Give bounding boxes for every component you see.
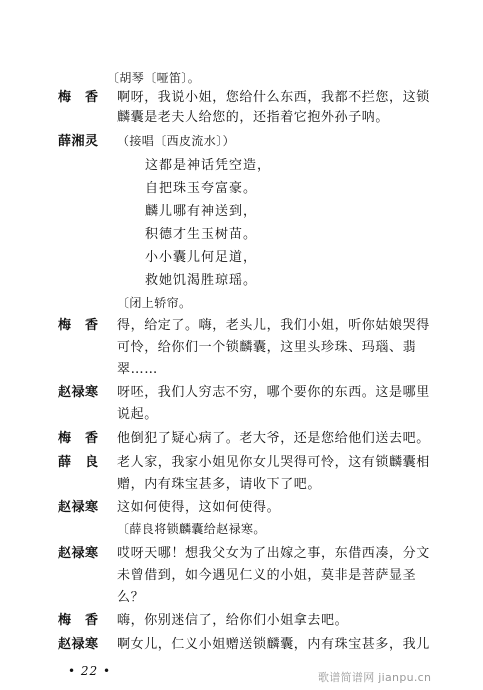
stage-direction: 〔薛良将锁麟囊给赵禄寒。 [117, 522, 266, 536]
speaker-name: 赵禄寒 [58, 385, 99, 400]
dialogue-line: 哎呀天哪！想我父女为了出嫁之事，东借西凑，分文 [117, 546, 430, 561]
page-number: • 22 • [68, 664, 112, 678]
watermark: 歌谱简谱网 jianpu.cn [318, 671, 432, 684]
speaker-name: 薛湘灵 [58, 134, 99, 149]
dialogue-line: 可怜，给你们一个锁麟囊，这里头珍珠、玛瑙、翡 [117, 340, 417, 355]
dialogue-line: 老人家，我家小姐见你女儿哭得可怜，这有锁麟囊相 [117, 455, 430, 470]
stage-direction: 〔闭上轿帘。 [117, 296, 192, 310]
speaker-name: 赵禄寒 [58, 546, 99, 561]
dialogue-line: 啊呀，我说小姐，您给什么东西，我都不拦您，这锁 [117, 90, 430, 105]
dialogue-line: 翠…… [117, 362, 158, 377]
speaker-name: 薛 良 [58, 455, 99, 470]
verse-line: 麟儿哪有神送到， [145, 204, 258, 219]
speaker-name: 赵禄寒 [58, 500, 99, 515]
dialogue-line: 未曾借到，如今遇见仁义的小姐，莫非是菩萨显圣 [117, 568, 417, 583]
verse-line: 小小囊儿何足道， [145, 250, 258, 265]
dialogue-line: 么？ [117, 590, 145, 605]
dialogue-line: 麟囊是老夫人给您的，还指着它抱外孙子呐。 [117, 110, 390, 125]
speaker-name: 赵禄寒 [58, 637, 99, 652]
dialogue-line: 呀呸，我们人穷志不穷，哪个要你的东西。这是哪里 [117, 385, 430, 400]
dialogue-line: 得，给定了。嗨，老头儿，我们小姐，听你姑娘哭得 [117, 318, 430, 333]
stage-direction: 〔胡琴〔哑笛〕。 [107, 71, 201, 85]
dialogue-line: 他倒犯了疑心病了。老大爷，还是您给他们送去吧。 [117, 431, 430, 446]
speaker-name: 梅 香 [58, 90, 99, 105]
verse-line: 自把珠玉夸富豪。 [145, 181, 258, 196]
verse-line: 积德才生玉树苗。 [145, 227, 258, 242]
dialogue-line: 赠，内有珠宝甚多，请收下了吧。 [117, 477, 322, 492]
verse-line: 这都是神话凭空造， [145, 158, 272, 173]
verse-line: 救她饥渴胜琼瑶。 [145, 273, 258, 288]
speaker-name: 梅 香 [58, 613, 99, 628]
dialogue-line: 啊女儿，仁义小姐赠送锁麟囊，内有珠宝甚多，我儿 [117, 637, 430, 652]
dialogue-line: 这如何使得，这如何使得。 [117, 500, 281, 515]
dialogue-line: 说起。 [117, 407, 158, 422]
dialogue-line: 嗨，你别迷信了，给你们小姐拿去吧。 [117, 613, 349, 628]
speaker-name: 梅 香 [58, 318, 99, 333]
speaker-name: 梅 香 [58, 431, 99, 446]
stage-direction: （接唱〔西皮流水〕） [117, 134, 236, 148]
